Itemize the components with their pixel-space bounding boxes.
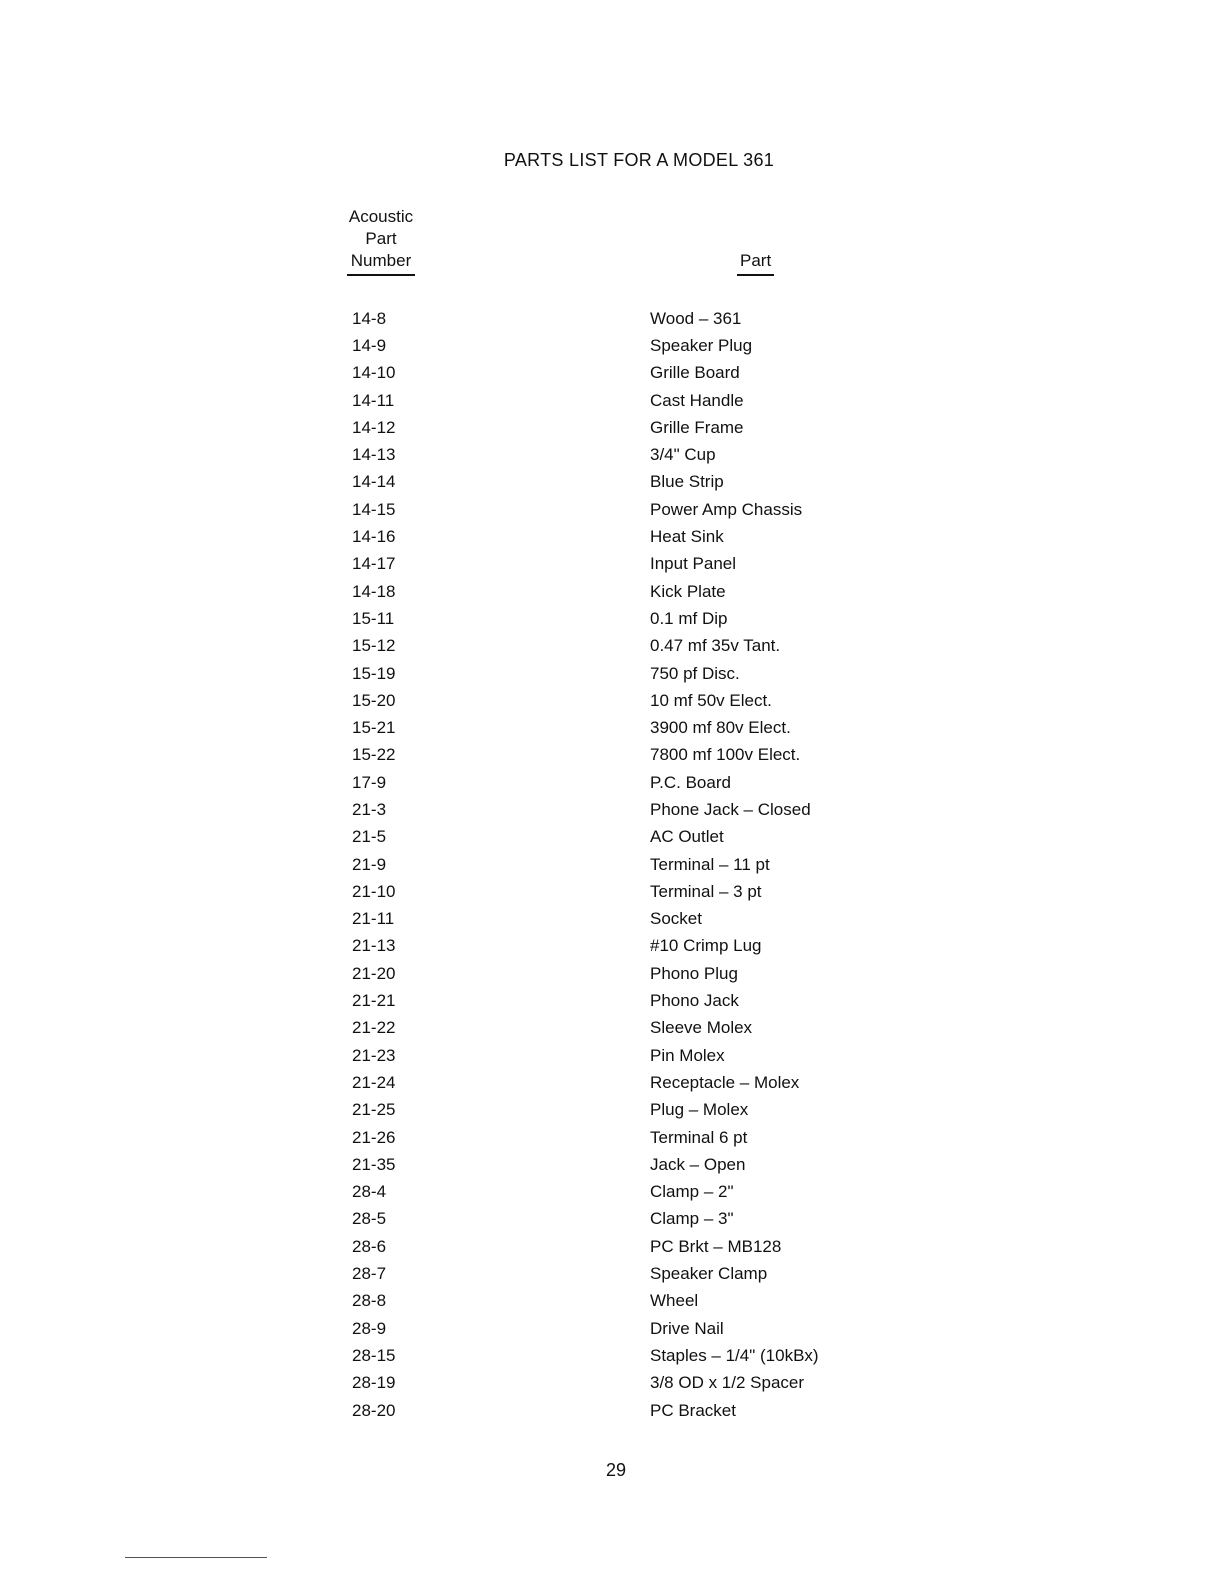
part-number-cell: 21-3: [352, 799, 387, 819]
part-number-cell: 14-10: [352, 363, 396, 383]
table-row: [352, 933, 872, 960]
part-name-cell: Kick Plate: [650, 581, 726, 601]
part-name-cell: Receptacle – Molex: [650, 1072, 800, 1092]
part-name-cell: Heat Sink: [650, 527, 724, 547]
part-name-cell: Input Panel: [650, 554, 737, 574]
table-row: [352, 960, 872, 987]
part-name-cell: #10 Crimp Lug: [650, 936, 762, 956]
part-name-cell: Clamp – 3": [650, 1209, 734, 1229]
part-number-cell: 21-23: [352, 1045, 396, 1065]
table-row: [352, 878, 872, 905]
table-row: [352, 714, 872, 741]
table-row: [352, 1370, 872, 1397]
part-name-cell: Phono Plug: [650, 963, 738, 983]
part-number-cell: 21-11: [352, 909, 395, 929]
part-name-cell: Clamp – 2": [650, 1182, 734, 1202]
table-row: [352, 1315, 872, 1342]
table-row: [352, 332, 872, 359]
part-name-cell: Terminal 6 pt: [650, 1127, 748, 1147]
table-row: [352, 441, 872, 468]
part-name-cell: Plug – Molex: [650, 1100, 749, 1120]
table-row: [352, 1151, 872, 1178]
table-row: [352, 824, 872, 851]
part-name-cell: Grille Board: [650, 363, 740, 383]
part-name-cell: Wood – 361: [650, 308, 742, 328]
part-number-cell: 21-5: [352, 827, 387, 847]
part-number-cell: 15-22: [352, 745, 396, 765]
part-number-cell: 21-24: [352, 1072, 396, 1092]
header-line-acoustic: Acoustic: [348, 207, 414, 226]
part-name-cell: Staples – 1/4" (10kBx): [650, 1345, 819, 1365]
part-number-cell: 28-20: [352, 1400, 396, 1420]
table-row: [352, 796, 872, 823]
part-number-cell: 14-18: [352, 581, 396, 601]
part-name-cell: Phone Jack – Closed: [650, 799, 811, 819]
part-name-cell: Blue Strip: [650, 472, 724, 492]
part-number-cell: 17-9: [352, 772, 387, 792]
part-number-cell: 14-11: [352, 390, 395, 410]
part-number-cell: 28-5: [352, 1209, 387, 1229]
table-row: [352, 1042, 872, 1069]
table-row: [352, 1179, 872, 1206]
table-row: [352, 387, 872, 414]
part-name-cell: 3900 mf 80v Elect.: [650, 718, 791, 738]
part-name-cell: P.C. Board: [650, 772, 731, 792]
part-number-cell: 21-20: [352, 963, 396, 983]
part-number-cell: 14-12: [352, 417, 396, 437]
part-number-cell: 14-8: [352, 308, 387, 328]
part-number-cell: 14-13: [352, 445, 396, 465]
part-name-cell: 3/8 OD x 1/2 Spacer: [650, 1373, 805, 1393]
part-number-column-header: [340, 206, 422, 276]
table-row: [352, 1097, 872, 1124]
table-row: [352, 578, 872, 605]
part-name-cell: 0.1 mf Dip: [650, 608, 728, 628]
part-name-cell: Terminal – 11 pt: [650, 854, 770, 874]
table-row: [352, 987, 872, 1014]
table-row: [352, 605, 872, 632]
part-number-cell: 15-19: [352, 663, 396, 683]
table-row: [352, 1069, 872, 1096]
table-row: [352, 360, 872, 387]
part-number-cell: 14-15: [352, 499, 396, 519]
part-name-cell: 7800 mf 100v Elect.: [650, 745, 801, 765]
part-number-cell: 28-19: [352, 1373, 396, 1393]
page-title: PARTS LIST FOR A MODEL 361: [503, 150, 775, 170]
part-name-cell: Socket: [650, 909, 702, 929]
part-name-cell: Drive Nail: [650, 1318, 724, 1338]
part-number-cell: 28-15: [352, 1345, 396, 1365]
part-number-cell: 21-22: [352, 1018, 396, 1038]
part-number-cell: 21-25: [352, 1100, 396, 1120]
part-number-cell: 28-4: [352, 1182, 387, 1202]
table-row: [352, 906, 872, 933]
part-number-cell: 28-8: [352, 1291, 387, 1311]
part-name-cell: Grille Frame: [650, 417, 744, 437]
table-row: [352, 1206, 872, 1233]
part-number-cell: 28-9: [352, 1318, 387, 1338]
table-row: [352, 414, 872, 441]
parts-table: [352, 305, 872, 1424]
part-number-cell: 21-26: [352, 1127, 396, 1147]
table-row: [352, 551, 872, 578]
table-row: [352, 660, 872, 687]
table-row: [352, 1342, 872, 1369]
header-line-number: Number: [347, 250, 415, 276]
table-row: [352, 742, 872, 769]
table-row: [352, 1233, 872, 1260]
page-number: 29: [605, 1460, 627, 1480]
part-number-cell: 21-13: [352, 936, 396, 956]
table-row: [352, 687, 872, 714]
part-number-cell: 14-9: [352, 335, 387, 355]
part-name-cell: Terminal – 3 pt: [650, 881, 762, 901]
part-number-cell: 15-21: [352, 718, 396, 738]
part-name-cell: Sleeve Molex: [650, 1018, 753, 1038]
part-name-cell: Speaker Plug: [650, 335, 753, 355]
part-number-cell: 21-35: [352, 1154, 396, 1174]
part-name-cell: Wheel: [650, 1291, 699, 1311]
table-row: [352, 769, 872, 796]
part-name-cell: Jack – Open: [650, 1154, 746, 1174]
table-row: [352, 851, 872, 878]
part-name-cell: 0.47 mf 35v Tant.: [650, 636, 781, 656]
part-number-cell: 21-10: [352, 881, 396, 901]
part-number-cell: 15-12: [352, 636, 396, 656]
part-name-cell: Pin Molex: [650, 1045, 725, 1065]
part-number-cell: 15-11: [352, 608, 395, 628]
part-number-cell: 28-7: [352, 1264, 387, 1284]
part-name-cell: PC Brkt – MB128: [650, 1236, 782, 1256]
footer-rule: [125, 1557, 267, 1558]
part-number-cell: 21-9: [352, 854, 387, 874]
part-name-cell: Phono Jack: [650, 991, 739, 1011]
table-row: [352, 1288, 872, 1315]
part-name-cell: Cast Handle: [650, 390, 744, 410]
table-row: [352, 1260, 872, 1287]
part-name-cell: Power Amp Chassis: [650, 499, 803, 519]
part-name-cell: 750 pf Disc.: [650, 663, 740, 683]
part-name-cell: AC Outlet: [650, 827, 724, 847]
table-row: [352, 1397, 872, 1424]
part-name-cell: 10 mf 50v Elect.: [650, 690, 772, 710]
table-row: [352, 633, 872, 660]
header-line-part: Part: [365, 229, 397, 248]
part-number-cell: 15-20: [352, 690, 396, 710]
part-number-cell: 28-6: [352, 1236, 387, 1256]
part-number-cell: 14-14: [352, 472, 396, 492]
part-column-header: [737, 250, 774, 276]
part-name-cell: Speaker Clamp: [650, 1264, 768, 1284]
part-name-cell: PC Bracket: [650, 1400, 736, 1420]
table-row: [352, 523, 872, 550]
part-name-cell: 3/4" Cup: [650, 445, 716, 465]
table-row: [352, 469, 872, 496]
part-header-label: Part: [737, 250, 774, 276]
part-number-cell: 21-21: [352, 991, 396, 1011]
table-row: [352, 496, 872, 523]
table-row: [352, 305, 872, 332]
part-number-cell: 14-17: [352, 554, 396, 574]
table-row: [352, 1124, 872, 1151]
table-row: [352, 1015, 872, 1042]
part-number-cell: 14-16: [352, 527, 396, 547]
